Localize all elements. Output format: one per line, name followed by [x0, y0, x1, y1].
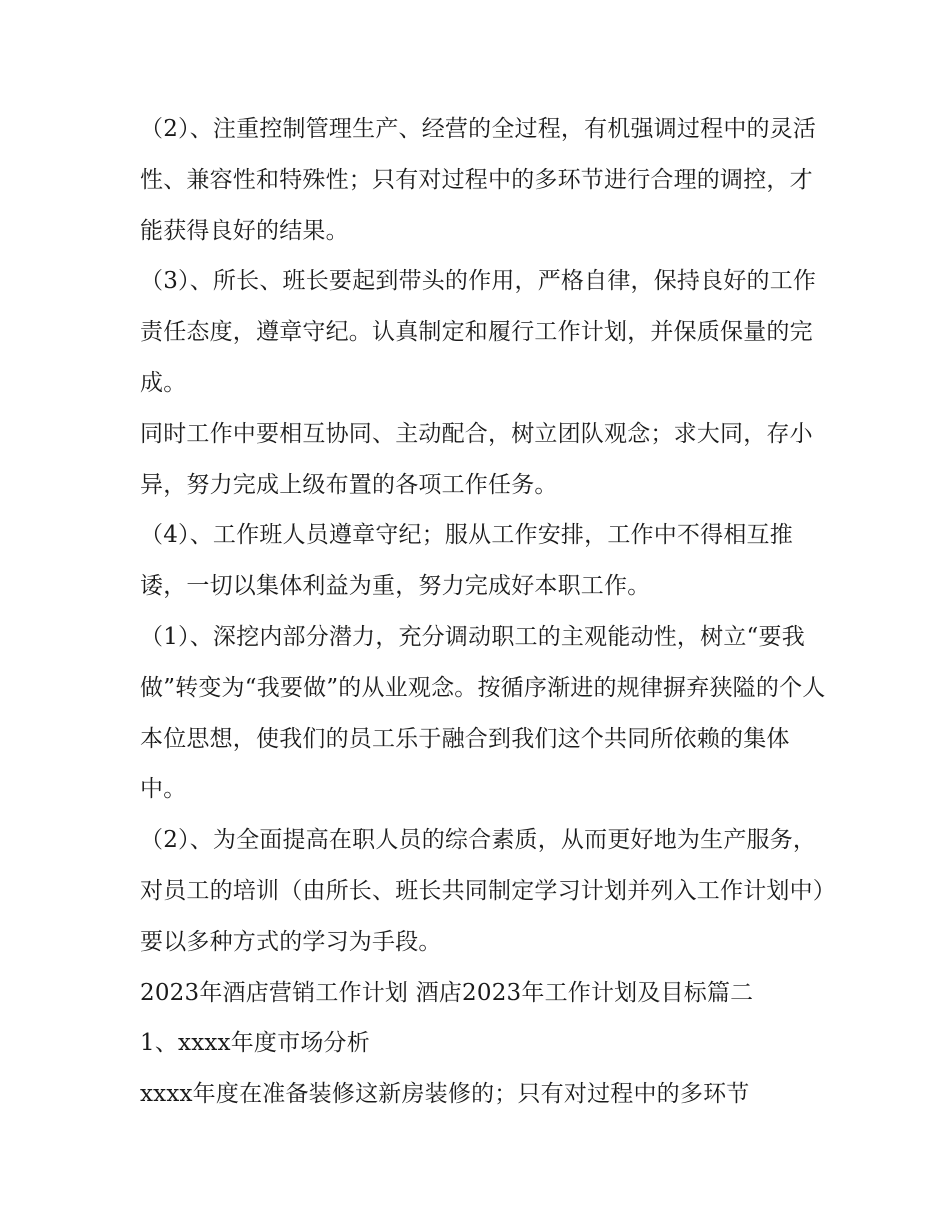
paragraph-potential: （1）、深挖内部分潜力，充分调动职工的主观能动性，树立“要我做”转变为“我要做”的从业观念。按循序渐进的规律摒弃狭隘的个人本位思想，使我们的员工乐于融合到我们这个共同所依赖的集体中。 — [140, 623, 826, 803]
section-heading: 2023年酒店营销工作计划 酒店2023年工作计划及目标篇二 — [140, 979, 754, 1006]
subsection-heading: 1、xxxx年度市场分析 — [140, 1030, 370, 1057]
paragraph-quality-control: （2）、注重控制管理生产、经营的全过程，有机强调过程中的灵活性、兼容性和特殊性；只有对过程中的多环节进行合理的调控，才能获得良好的结果。 — [140, 116, 817, 244]
paragraph-leadership: （3）、所长、班长要起到带头的作用，严格自律，保持良好的工作责任态度，遵章守纪。认真制定和履行工作计划，并保质保量的完成。 — [140, 268, 817, 396]
paragraph-market-analysis: xxxx年度在准备装修这新房装修的；只有对过程中的多环节 — [140, 1081, 750, 1108]
paragraph-discipline: （4）、工作班人员遵章守纪；服从工作安排，工作中不得相互推诿，一切以集体利益为重，努力完成好本职工作。 — [140, 522, 793, 600]
document-body — [140, 104, 830, 1120]
paragraph-training: （2）、为全面提高在职人员的综合素质，从而更好地为生产服务，对员工的培训（由所长、班长共同制定学习计划并列入工作计划中）要以多种方式的学习为手段。 — [140, 827, 825, 955]
paragraph-teamwork: 同时工作中要相互协同、主动配合，树立团队观念；求大同，存小异，努力完成上级布置的各项工作任务。 — [140, 420, 813, 498]
